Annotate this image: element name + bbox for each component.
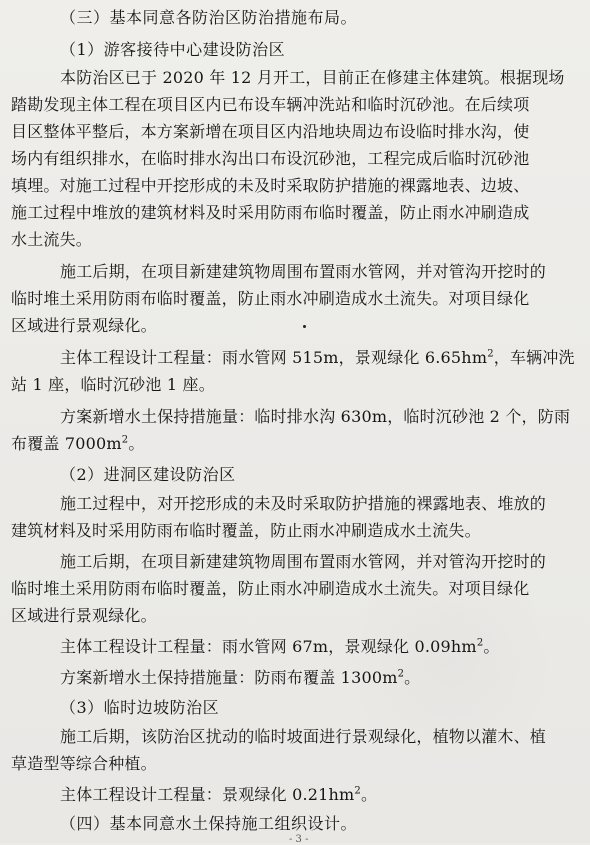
superscript: 2 [476, 637, 484, 649]
quantity-text: 布覆盖 7000m [11, 434, 122, 453]
quantity-line [60, 348, 575, 368]
paragraph-line: 临时堆土采用防雨布临时覆盖，防止雨水冲刷造成水土流失。对项目绿化 [11, 579, 530, 598]
quantity-text: 。 [128, 434, 145, 453]
paragraph-line: 区域进行景观绿化。 [11, 316, 157, 335]
quantity-line [60, 668, 420, 688]
subsection-3-title: （3）临时边坡防治区 [60, 698, 220, 717]
superscript: 2 [397, 668, 405, 680]
subsection-2-title: （2）进洞区建设防治区 [60, 465, 236, 484]
paragraph-line: 站 1 座，临时沉砂池 1 座。 [11, 375, 215, 394]
quantity-text: 。 [360, 785, 378, 804]
paragraph-line: 方案新增水土保持措施量：临时排水沟 630m，临时沉砂池 2 个，防雨 [60, 407, 571, 426]
paragraph-line: 建筑材料及时采用防雨布临时覆盖，防止雨水冲刷造成水土流失。 [11, 521, 481, 540]
quantity-text: 主体工程设计工程量：景观绿化 0.21hm [60, 785, 355, 804]
superscript: 2 [354, 785, 361, 797]
page-number: - 3 - [289, 834, 309, 845]
subsection-1-title: （1）游客接待中心建设防治区 [60, 40, 286, 59]
paragraph-line: 本防治区已于 2020 年 12 月开工，目前正在修建主体建筑。根据现场 [60, 68, 565, 87]
quantity-text: ，车辆冲洗 [493, 348, 575, 367]
paragraph-line: 踏勘发现主体工程在项目区内已布设车辆冲洗站和临时沉砂池。在后续项 [11, 95, 530, 114]
quantity-line [11, 434, 145, 454]
paragraph-line: 施工后期，在项目新建建筑物周围布置雨水管网，并对管沟开挖时的 [60, 262, 547, 281]
paragraph-line: 施工后期，该防治区扰动的临时坡面进行景观绿化，植物以灌木、植 [60, 727, 547, 746]
paragraph-line: 施工过程中，对开挖形成的未及时采取防护措施的裸露地表、堆放的 [60, 494, 547, 513]
paragraph-line: 施工后期，在项目新建建筑物周围布置雨水管网，并对管沟开挖时的 [60, 552, 547, 571]
paragraph-line: 填埋。对施工过程中开挖形成的未及时采取防护措施的裸露地表、边坡、 [11, 176, 530, 195]
section-4-heading: （四）基本同意水土保持施工组织设计。 [60, 814, 358, 833]
quantity-text: 主体工程设计工程量：雨水管网 67m，景观绿化 0.09hm [60, 637, 477, 656]
paragraph-line: 场内有组织排水，在临时排水沟出口布设沉砂池，工程完成后临时沉砂池 [11, 149, 530, 168]
paragraph-line: 区域进行景观绿化。 [11, 606, 157, 625]
section-3-heading: （三）基本同意各防治区防治措施布局。 [60, 8, 358, 27]
paragraph-line: 草造型等综合种植。 [11, 754, 157, 773]
superscript: 2 [487, 348, 494, 360]
paragraph-line: 水土流失。 [11, 230, 93, 249]
quantity-line [60, 785, 377, 805]
paragraph-line: 施工过程中堆放的建筑材料及时采用防雨布临时覆盖，防止雨水冲刷造成 [11, 203, 530, 222]
quantity-line [60, 637, 500, 657]
quantity-text: 。 [404, 668, 421, 687]
ink-dot [303, 325, 306, 328]
quantity-text: 主体工程设计工程量：雨水管网 515m，景观绿化 6.65hm [60, 348, 488, 367]
quantity-text: 。 [483, 637, 500, 656]
superscript: 2 [121, 434, 129, 446]
paragraph-line: 目区整体平整后，本方案新增在项目区内沿地块周边布设临时排水沟，使 [11, 122, 530, 141]
paragraph-line: 临时堆土采用防雨布临时覆盖，防止雨水冲刷造成水土流失。对项目绿化 [11, 289, 530, 308]
quantity-text: 方案新增水土保持措施量：防雨布覆盖 1300m [60, 668, 398, 687]
